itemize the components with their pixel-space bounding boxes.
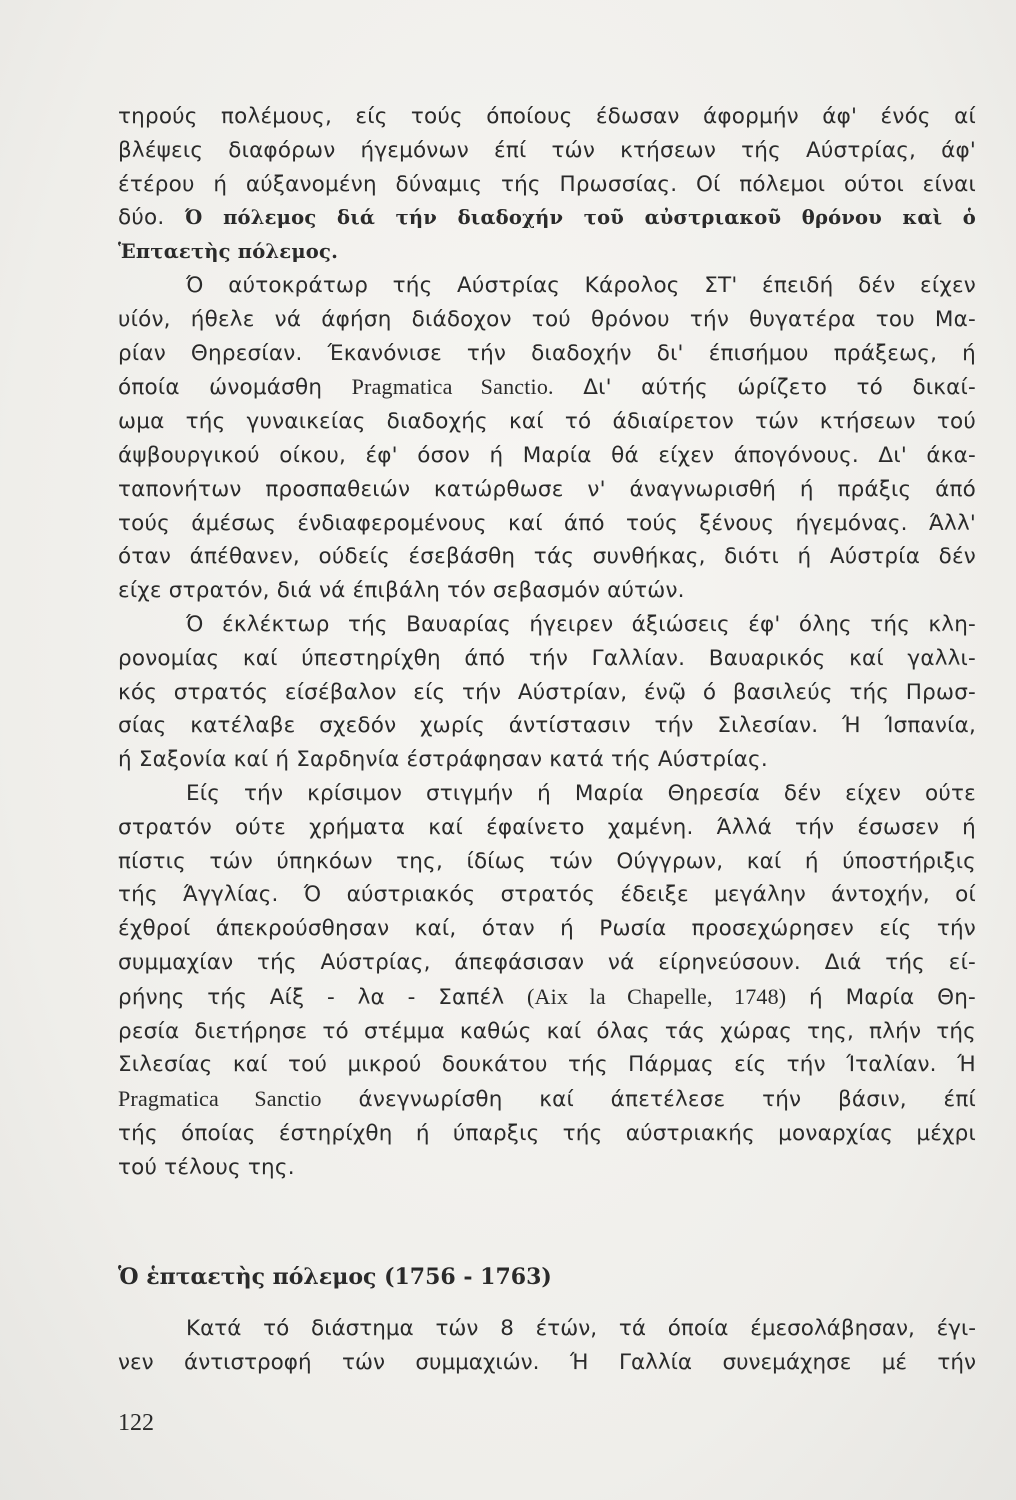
text-fragment: Δι' αύτής ώρίζετο τό δικαί-	[583, 375, 976, 401]
text-line: τούς άμέσως ένδιαφερομένους καί άπό τούς ξένους ήγεμόνας. Άλλ'	[118, 510, 976, 536]
page-number: 122	[118, 1410, 154, 1436]
text-line: ρονομίας καί ύπεστηρίχθη άπό τήν Γαλλίαν. Βαυαρικός καί γαλλι-	[118, 645, 976, 671]
text-line: υίόν, ήθελε νά άφήση διάδοχον τού θρόνου τήν θυγατέρα του Μα-	[118, 306, 976, 332]
text-line: ή Σαξονία καί ή Σαρδηνία έστράφησαν κατά τής Αύστρίας.	[118, 747, 768, 773]
text-line: κός στρατός είσέβαλον είς τήν Αύστρίαν, ένῷ ό βασιλεύς τής Πρωσ-	[118, 679, 976, 705]
text-fragment: ρήνης τής Αίξ - λα - Σαπέλ	[118, 984, 505, 1010]
text-line: Είς τήν κρίσιμον στιγμήν ή Μαρία Θηρεσία δέν είχεν ούτε	[186, 780, 976, 806]
text-line: πίστις τών ύπηκόων της, ίδίως τών Ούγγρων, καί ή ύποστήριξις	[118, 848, 976, 874]
text-line: όταν άπέθανεν, ούδείς έσεβάσθη τάς συνθήκας, διότι ή Αύστρία δέν	[118, 544, 976, 570]
text-line: ταπονήτων προσπαθειών κατώρθωσε ν' άναγνωρισθή ή πράξις άπό	[118, 476, 976, 502]
latin-phrase: Pragmatica Sanctio.	[351, 374, 554, 400]
text-line: βλέψεις διαφόρων ήγεμόνων έπί τών κτήσεων τής Αύστρίας, άφ'	[118, 137, 976, 163]
text-line	[118, 1082, 976, 1117]
section-body	[118, 1312, 976, 1380]
main-text	[118, 100, 976, 1185]
text-line	[118, 980, 976, 1015]
text-line: ρίαν Θηρεσίαν. Έκανόνισε τήν διαδοχήν δι' έπισήμου πράξεως, ή	[118, 340, 976, 366]
section-heading: Ὁ ἑπταετὴς πόλεμος (1756 - 1763)	[118, 1264, 552, 1290]
text-line: τηρούς πολέμους, είς τούς όποίους έδωσαν άφορμήν άφ' ένός αί	[118, 104, 976, 129]
latin-phrase: Pragmatica Sanctio	[118, 1086, 322, 1112]
text-line: Ό αύτοκράτωρ τής Αύστρίας Κάρολος ΣΤ' έπειδή δέν είχεν	[186, 272, 976, 298]
text-line: σίας κατέλαβε σχεδόν χωρίς άντίστασιν τήν Σιλεσίαν. Ή Ίσπανία,	[118, 713, 976, 739]
text-line: στρατόν ούτε χρήματα καί έφαίνετο χαμένη. Άλλά τήν έσωσεν ή	[118, 814, 976, 840]
text-line: Ό έκλέκτωρ τής Βαυαρίας ήγειρεν άξιώσεις έφ' όλης τής κλη-	[186, 611, 976, 637]
paragraph-4	[118, 777, 976, 1185]
paragraph-1	[118, 100, 976, 269]
text-line: τής Άγγλίας. Ό αύστριακός στρατός έδειξε μεγάλην άντοχήν, οί	[118, 882, 976, 908]
text-line: Ἑπταετὴς πόλεμος.	[118, 240, 339, 264]
text-line: έτέρου ή αύξανομένη δύναμις τής Πρωσσίας. Οί πόλεμοι ούτοι είναι	[118, 171, 976, 197]
text-line	[118, 370, 976, 405]
text-fragment: όποία ώνομάσθη	[118, 375, 323, 401]
text-fragment: ή Μαρία Θη-	[809, 984, 976, 1010]
text-fragment: δύο.	[118, 205, 165, 231]
text-line: Κατά τό διάστημα τών 8 έτών, τά όποία έμεσολάβησαν, έγι-	[186, 1316, 976, 1341]
text-line: ρεσία διετήρησε τό στέμμα καθώς καί όλας τάς χώρας της, πλήν τής	[118, 1018, 976, 1044]
latin-phrase: (Aix la Chapelle, 1748)	[527, 983, 787, 1009]
text-line: Σιλεσίας καί τού μικρού δουκάτου τής Πάρμας είς τήν Ίταλίαν. Ή	[118, 1052, 976, 1078]
bold-phrase: Ό πόλεμος διά τήν διαδοχήν τοῦ αὐστριακοῦ θρόνου καὶ ὁ	[185, 206, 976, 230]
text-line: τού τέλους της.	[118, 1154, 295, 1180]
text-line: τής όποίας έστηρίχθη ή ύπαρξις τής αύστριακής μοναρχίας μέχρι	[118, 1120, 976, 1146]
text-line: άψβουργικού οίκου, έφ' όσον ή Μαρία θά είχεν άπογόνους. Δι' άκα-	[118, 442, 976, 468]
text-line: συμμαχίαν τής Αύστρίας, άπεφάσισαν νά είρηνεύσουν. Διά τής εί-	[118, 949, 976, 975]
text-line: έχθροί άπεκρούσθησαν καί, όταν ή Ρωσία προσεχώρησεν είς τήν	[118, 916, 976, 942]
text-line: είχε στρατόν, διά νά έπιβάλη τόν σεβασμόν αύτών.	[118, 578, 685, 604]
text-line: νεν άντιστροφή τών συμμαχιών. Ή Γαλλία συνεμάχησε μέ τήν	[118, 1349, 976, 1375]
paragraph-3	[118, 608, 976, 777]
text-line	[118, 201, 976, 235]
text-line: ωμα τής γυναικείας διαδοχής καί τό άδιαίρετον τών κτήσεων τού	[118, 409, 976, 435]
paragraph-2	[118, 269, 976, 608]
text-fragment: άνεγνωρίσθη καί άπετέλεσε τήν βάσιν, έπί	[358, 1087, 976, 1113]
